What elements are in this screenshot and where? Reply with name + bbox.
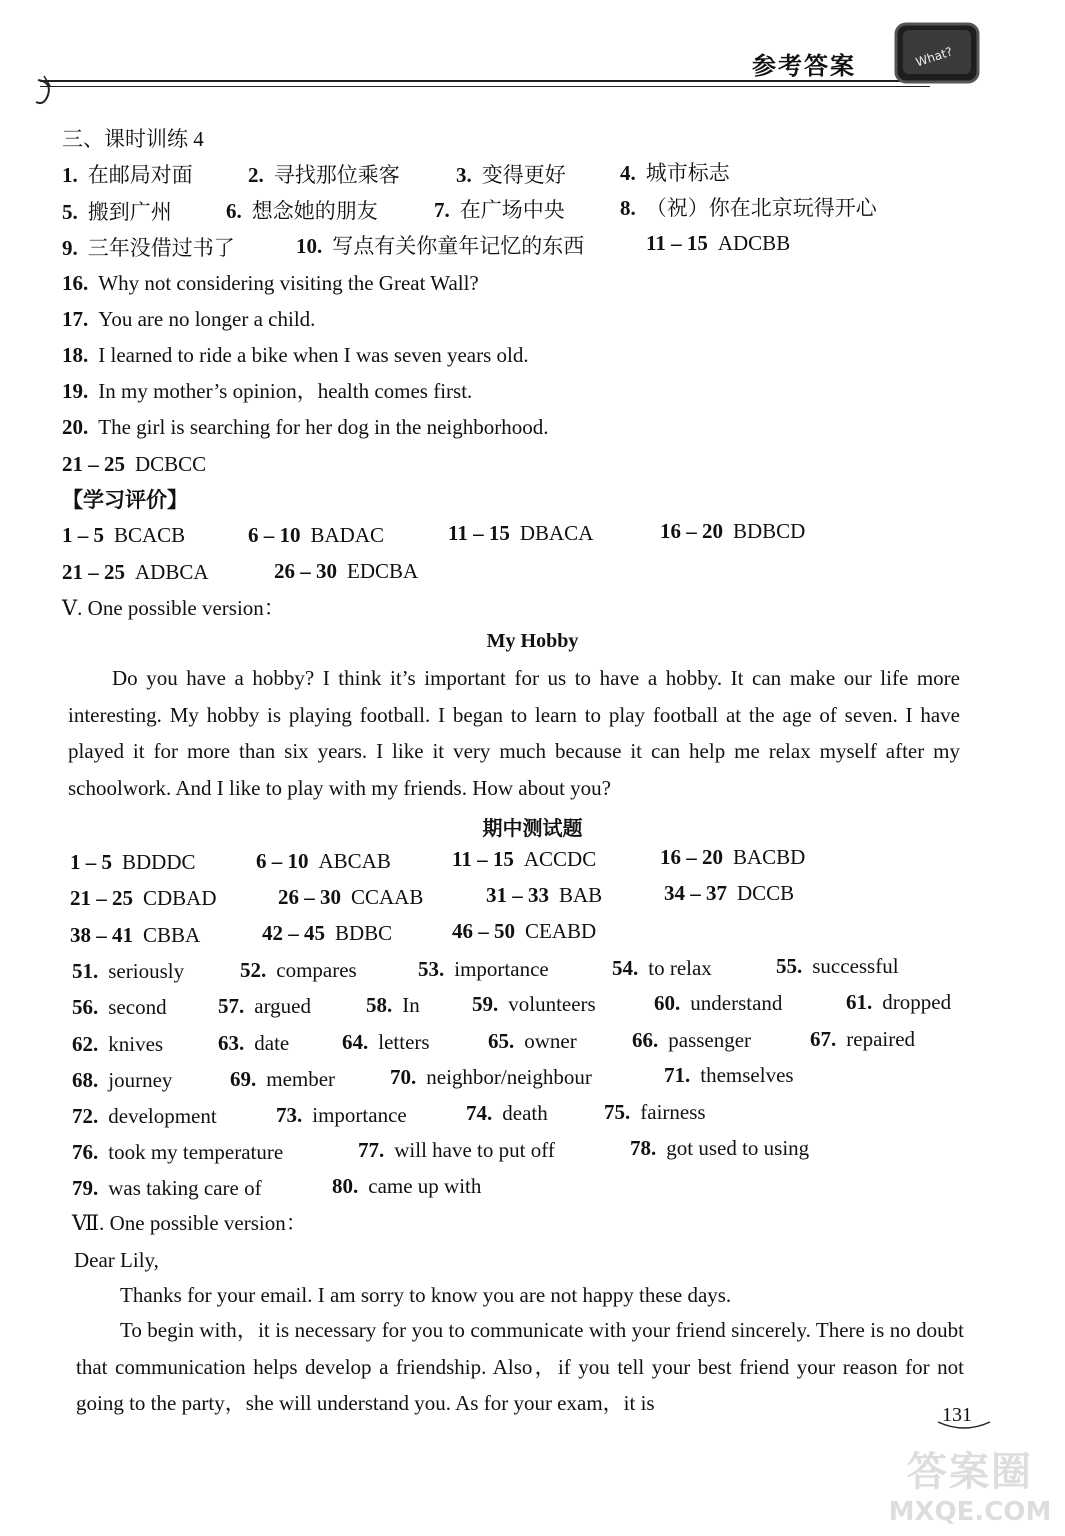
midterm-title: 期中测试题 — [482, 818, 583, 840]
answer-item: 11 – 15 DBACA — [448, 521, 594, 545]
answer-item: 6 – 10 ABCAB — [256, 849, 391, 873]
watermark-url: MXQE.COM — [888, 1497, 1052, 1527]
section-title: 三、课时训练 4 — [62, 127, 204, 151]
chalkboard-text: What? — [913, 44, 955, 70]
answer-item: 71. themselves — [664, 1063, 794, 1087]
header-rule-bottom — [40, 86, 930, 87]
answer-item: 1. 在邮局对面 — [62, 163, 193, 187]
answer-item: 61. dropped — [846, 990, 952, 1014]
watermark — [880, 1440, 1060, 1532]
version-label: Ⅴ. One possible version： — [62, 596, 285, 620]
answer-item: 59. volunteers — [472, 992, 596, 1016]
letter-paragraph: To begin with，it is necessary for you to communicate with your friend sincerely. There is no doubt that communication helps develop a friendship. Also，if you tell your best friend your reason for not going to the party，she will understand you. As for your exam，it is — [76, 1318, 964, 1415]
answer-item: 4. 城市标志 — [620, 161, 730, 185]
answer-item: 51. seriously — [72, 959, 185, 983]
answer-item: 67. repaired — [810, 1027, 916, 1051]
page-number: 131 — [942, 1404, 972, 1426]
sentence-answer: 20. The girl is searching for her dog in the neighborhood. — [62, 415, 549, 439]
answer-item: 78. got used to using — [630, 1136, 810, 1160]
answer-item: 34 – 37 DCCB — [664, 881, 795, 905]
answer-item: 62. knives — [72, 1032, 164, 1056]
header-title: 参考答案 — [752, 54, 856, 80]
answer-item: 75. fairness — [604, 1100, 706, 1124]
sentence-answer: 19. In my mother’s opinion，health comes first. — [62, 379, 473, 403]
answer-item: 11 – 15 ADCBB — [646, 231, 791, 255]
page-number-swoosh-icon — [936, 1420, 992, 1432]
answer-item: 74. death — [466, 1101, 548, 1125]
answer-item: 80. came up with — [332, 1174, 482, 1198]
answer-item: 55. successful — [776, 954, 899, 978]
answer-item: 7. 在广场中央 — [434, 198, 565, 222]
answer-item: 70. neighbor/neighbour — [390, 1065, 592, 1089]
answer-item: 2. 寻找那位乘客 — [248, 163, 400, 187]
eval-title: 【学习评价】 — [62, 488, 188, 512]
answer-item: 26 – 30 CCAAB — [278, 885, 424, 909]
answer-item: 16 – 20 BDBCD — [660, 519, 806, 543]
answer-item: 11 – 15 ACCDC — [452, 847, 597, 871]
answer-item: 73. importance — [276, 1103, 407, 1127]
answer-item: 3. 变得更好 — [456, 163, 566, 187]
answer-item: 57. argued — [218, 994, 312, 1018]
sentence-answer: 16. Why not considering visiting the Great Wall? — [62, 271, 479, 295]
answer-item: 21 – 25 DCBCC — [62, 452, 207, 476]
answer-item: 42 – 45 BDBC — [262, 921, 393, 945]
answer-item: 69. member — [230, 1067, 336, 1091]
answer-item: 21 – 25 CDBAD — [70, 886, 217, 910]
answer-item: 60. understand — [654, 991, 783, 1015]
answer-item: 26 – 30 EDCBA — [274, 559, 419, 583]
answer-item: 10. 写点有关你童年记忆的东西 — [296, 234, 585, 258]
sentence-answer: 17. You are no longer a child. — [62, 307, 316, 331]
answer-item: 56. second — [72, 995, 167, 1019]
answer-item: 58. In — [366, 993, 420, 1017]
letter-paragraph: Thanks for your email. I am sorry to know you are not happy these days. — [120, 1283, 732, 1307]
watermark-logo: 答案圈 — [907, 1449, 1033, 1495]
answer-item: 6 – 10 BADAC — [248, 523, 385, 547]
answer-item: 46 – 50 CEABD — [452, 919, 597, 943]
answer-item: 6. 想念她的朋友 — [226, 199, 378, 223]
answer-item: 65. owner — [488, 1029, 577, 1053]
letter-greeting: Dear Lily, — [74, 1248, 159, 1272]
header-swash-icon — [30, 70, 70, 110]
answer-item: 1 – 5 BCACB — [62, 523, 186, 547]
answer-item: 16 – 20 BACBD — [660, 845, 806, 869]
essay-title: My Hobby — [486, 630, 579, 652]
answer-item: 53. importance — [418, 957, 549, 981]
answer-item: 63. date — [218, 1031, 290, 1055]
answer-item: 76. took my temperature — [72, 1140, 284, 1164]
answer-item: 8. （祝）你在北京玩得开心 — [620, 196, 877, 220]
answer-item: 9. 三年没借过书了 — [62, 236, 235, 260]
answer-item: 72. development — [72, 1104, 217, 1128]
answer-item: 77. will have to put off — [358, 1138, 555, 1162]
chalkboard-icon — [893, 20, 981, 88]
answer-item: 38 – 41 CBBA — [70, 923, 201, 947]
answer-item: 52. compares — [240, 958, 357, 982]
answer-item: 5. 搬到广州 — [62, 200, 172, 224]
answer-item: 54. to relax — [612, 956, 712, 980]
answer-item: 21 – 25 ADBCA — [62, 560, 209, 584]
answer-item: 79. was taking care of — [72, 1176, 262, 1200]
answer-item: 68. journey — [72, 1068, 173, 1092]
version-label: Ⅶ. One possible version： — [72, 1211, 307, 1235]
essay-paragraph: Do you have a hobby? I think it’s important for us to have a hobby. It can make our life more interesting. My hobby is playing football. I began to learn to play football at the age of seven. I have played it for more than six years. I like it very much because it can help me relax myself after my schoolwork. And I like to play with my friends. How about you? — [68, 666, 960, 800]
answer-item: 66. passenger — [632, 1028, 752, 1052]
answer-item: 64. letters — [342, 1030, 430, 1054]
answer-item: 1 – 5 BDDDC — [70, 850, 196, 874]
sentence-answer: 18. I learned to ride a bike when I was seven years old. — [62, 343, 529, 367]
answer-item: 31 – 33 BAB — [486, 883, 603, 907]
